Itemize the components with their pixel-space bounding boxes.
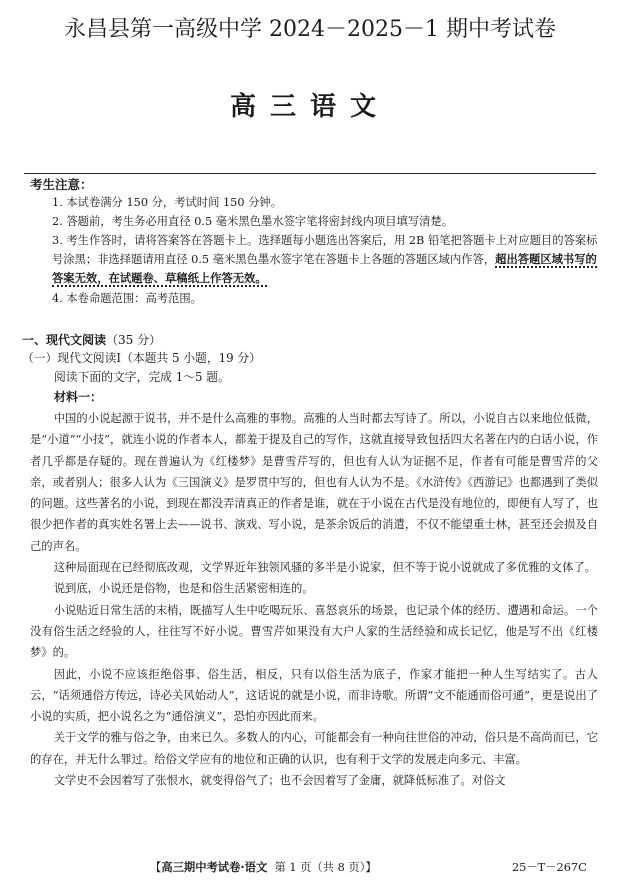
section-points: （35 分） [106,333,162,347]
notice-heading: 考生注意： [30,177,93,192]
reading-instruction: 阅读下面的文字，完成 1～5 题。 [54,370,230,384]
sub-section-heading: （一）现代文阅读Ⅰ（本题共 5 小题，19 分） [22,351,261,365]
paragraph: 说到底，小说还是俗物，也是和俗生活紧密相连的。 [53,582,314,596]
reading-passage [30,408,598,791]
top-divider [24,173,596,174]
notice-item-1: 1. 本试卷满分 150 分，考试时间 150 分钟。 [52,196,283,209]
subject-title: 高三语文 [229,92,390,122]
footer-right-bracket: 】 [365,861,377,874]
paragraph: 小说贴近日常生活的末梢，既描写人生中吃喝玩乐、喜怒哀乐的场景，也记录个体的经历、遭遇和命运。一个没有俗生活之经验的人，往往写不好小说。曹雪芹如果没有大户人家的生活经验和成长记忆，他是写不出《红楼梦》的。 [30,603,598,660]
footer-center [150,859,377,875]
notice-item-2: 2. 答题前，考生务必用直径 0.5 毫米黑色墨水签字笔将密封线内项目填写清楚。 [52,215,454,228]
page-footer [0,859,620,879]
footer-title: 高三期中考试卷·语文 [161,861,268,874]
footer-left-bracket: 【 [150,861,162,874]
footer-page-number: 第 1 页（共 8 页） [274,861,366,874]
material-label: 材料一： [54,390,103,404]
notice-item-3-text: 3. 考生作答时，请将答案答在答题卡上。选择题每小题选出答案后，用 2B 铅笔把答题卡上对应题目的答案标号涂黑；非选择题请用直径 0.5 毫米黑色墨水签字笔在答题卡上各题的答题区域内作答， [52,234,598,266]
paragraph: 文学史不会因着写了张恨水，就变得俗气了；也不会因着写了金庸，就降低标准了。对俗文 [53,774,506,788]
notice-item-3 [52,231,602,288]
school-title: 永昌县第一高级中学 2024－2025－1 期中考试卷 [64,17,556,42]
section-heading-text: 一、现代文阅读 [22,333,107,347]
notice-item-3-emphasis: 超出答题区域书写的答案无效，在试题卷、草稿纸上作答无效。 [52,253,597,285]
paragraph: 这种局面现在已经彻底改观，文学界近年独领风骚的多半是小说家，但不等于说小说就成了多优雅的文体了。 [53,561,596,575]
paragraph: 关于文学的雅与俗之争，由来已久。多数人的内心，可能都会有一种向往世俗的冲动，俗只是不高尚而已，它的存在，并无什么罪过。给俗文学应有的地位和正确的认识，也有利于文学的发展走向多元、丰富。 [30,731,598,766]
paragraph: 中国的小说起源于说书，并不是什么高雅的事物。高雅的人当时都去写诗了。所以，小说自古以来地位低微，是“小道”“小技”，就连小说的作者本人，都羞于提及自己的写作，这就直接导致包括四大名著在内的白话小说，作者几乎都是存疑的。现在普遍认为《红楼梦》是曹雪芹写的，但也有人认为证据不足，作者有可能是曹雪芹的父亲，或者别人；很多人认为《三国演义》是罗贯中写的，但也有人认为不是。《水浒传》《西游记》也都遇到了类似的问题。这些著名的小说，到现在都没弄清真正的作者是谁，就在于小说在古代是没有地位的，即便有人写了，也很少把作者的真实姓名署上去——说书、演戏、写小说，是茶余饭后的消遣，不仅不能望重士林，甚至还会损及自己的声名。 [30,412,598,553]
section-heading [22,331,161,348]
footer-paper-code: 25－T－267C [512,861,587,874]
paragraph: 因此，小说不应该拒绝俗事、俗生活，相反，只有以俗生活为底子，作家才能把一种人生写结实了。古人云，“话须通俗方传远，诗必关风始动人”，这话说的就是小说，而非诗歌。所谓“文不能通而俗可通”，更是说出了小说的实质，把小说名之为“通俗演义”，恐怕亦因此而来。 [30,667,598,724]
notice-item-4: 4. 本卷命题范围：高考范围。 [52,292,202,305]
